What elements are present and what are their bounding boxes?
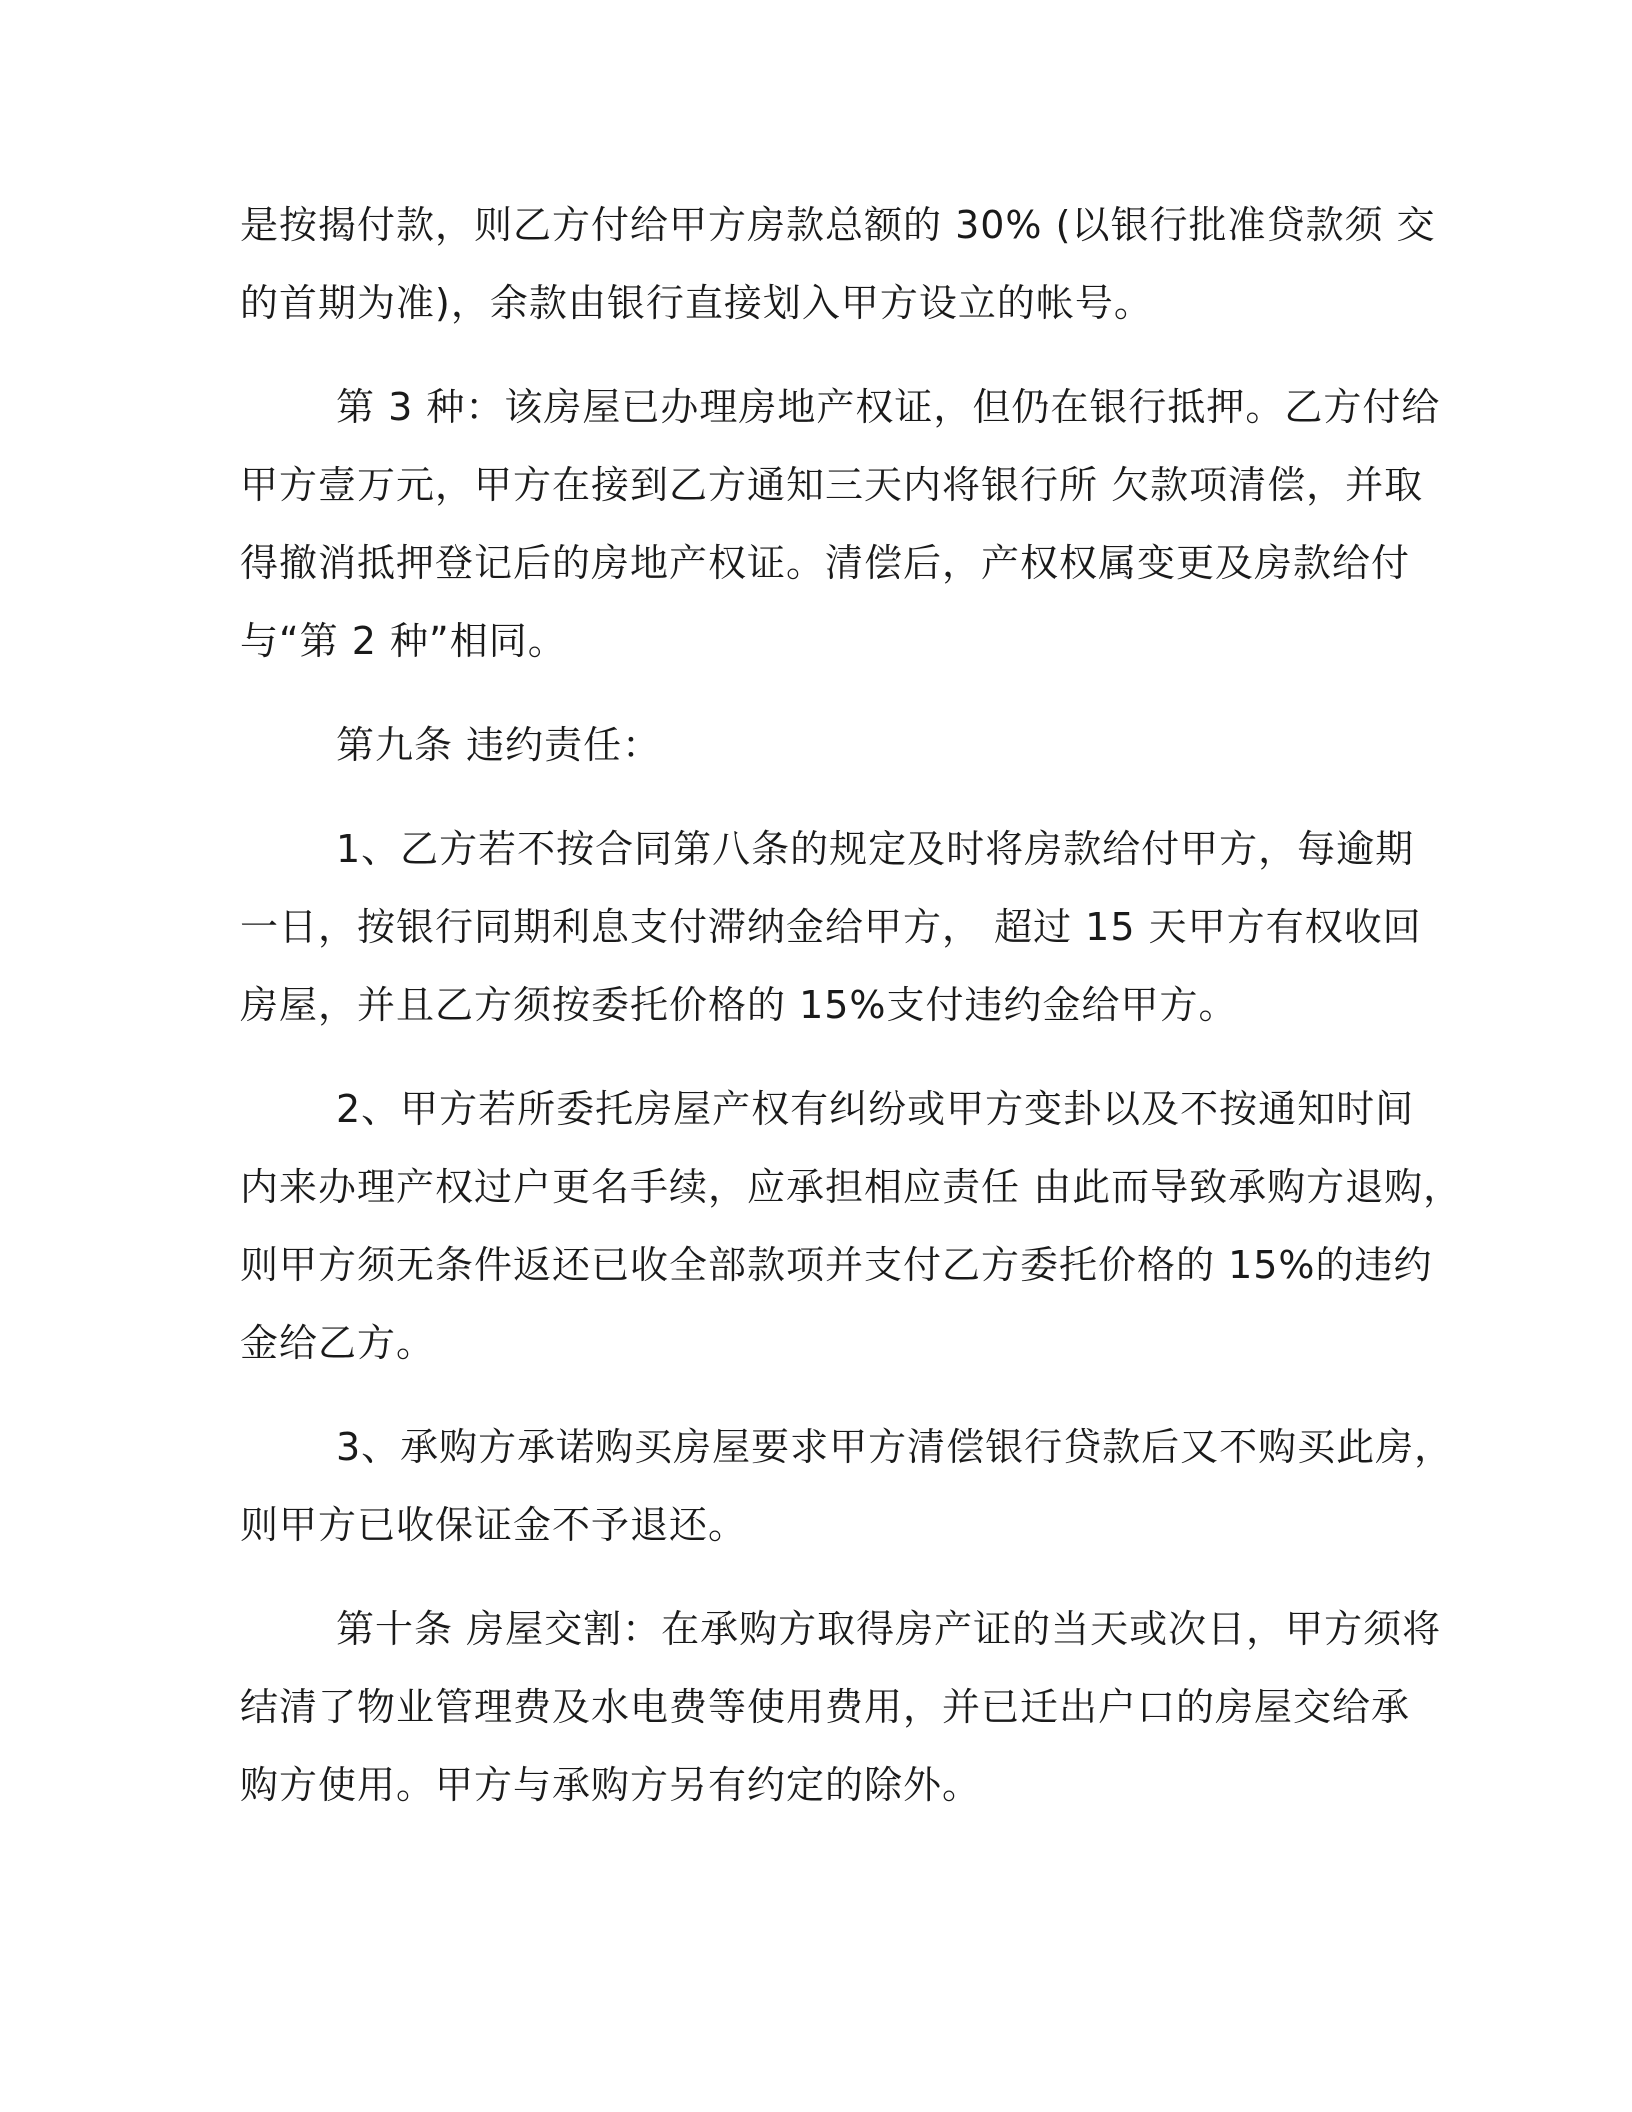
text-line: 结清了物业管理费及水电费等使用费用，并已迁出户口的房屋交给承 [240,1685,1411,1729]
paragraph-method-3 [240,368,1441,680]
text-line: 2、甲方若所委托房屋产权有纠纷或甲方变卦以及不按通知时间 [336,1087,1415,1131]
text-line: 内来办理产权过户更名手续，应承担相应责任 由此而导致承购方退购， [240,1165,1463,1209]
paragraph-article-9-item-1 [240,810,1422,1044]
text-line: 的首期为准)，余款由银行直接划入甲方设立的帐号。 [240,281,1153,325]
text-line: 是按揭付款，则乙方付给甲方房款总额的 30% (以银行批准贷款须 交 [240,203,1436,247]
text-line: 得撤消抵押登记后的房地产权证。清偿后，产权权属变更及房款给付 [240,541,1411,585]
text-line: 购方使用。甲方与承购方另有约定的除外。 [240,1763,982,1807]
text-line: 金给乙方。 [240,1321,436,1365]
text-line: 则甲方须无条件返还已收全部款项并支付乙方委托价格的 15%的违约 [240,1243,1433,1287]
text-line: 房屋，并且乙方须按委托价格的 15%支付违约金给甲方。 [240,983,1238,1027]
heading-article-9 [240,706,1400,784]
paragraph-article-9-item-3 [240,1408,1454,1564]
text-line: 第十条 房屋交割：在承购方取得房产证的当天或次日，甲方须将 [336,1607,1442,1651]
text-line: 1、乙方若不按合同第八条的规定及时将房款给付甲方，每逾期 [336,827,1415,871]
text-line: 甲方壹万元，甲方在接到乙方通知三天内将银行所 欠款项清偿，并取 [240,463,1424,507]
text-line: 与“第 2 种”相同。 [240,619,567,663]
text-line: 一日，按银行同期利息支付滞纳金给甲方， 超过 15 天甲方有权收回 [240,905,1422,949]
text-line: 3、承购方承诺购买房屋要求甲方清偿银行贷款后又不购买此房， [336,1425,1454,1469]
text-line: 则甲方已收保证金不予退还。 [240,1503,748,1547]
document-body [240,186,1463,1824]
paragraph-article-10 [240,1590,1442,1824]
text-line: 第 3 种：该房屋已办理房地产权证，但仍在银行抵押。乙方付给 [336,385,1441,429]
text-line: 第九条 违约责任： [336,723,662,767]
paragraph-payment-mortgage [240,186,1436,342]
paragraph-article-9-item-2 [240,1070,1463,1382]
